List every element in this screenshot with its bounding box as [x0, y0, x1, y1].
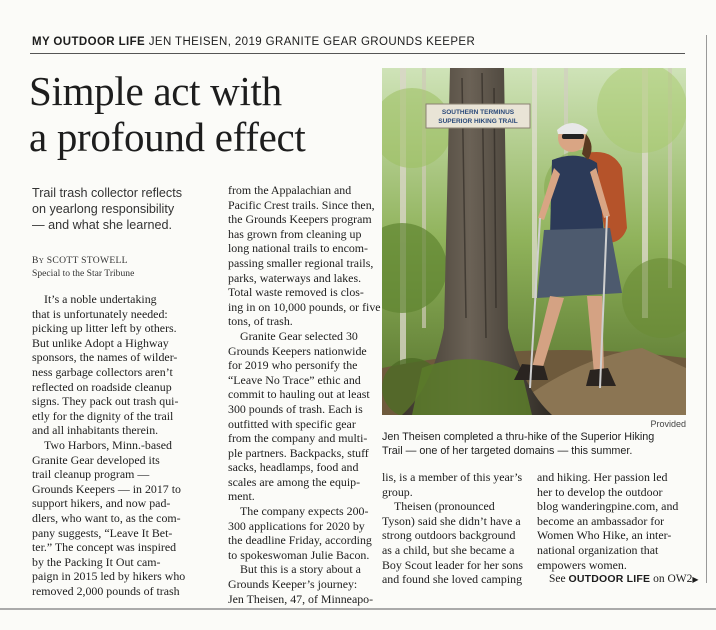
body-line: from the company and multi-	[228, 431, 368, 446]
deck-line: on yearlong responsibility	[32, 202, 175, 216]
body-line: Granite Gear selected 30	[240, 328, 358, 343]
body-line: pany suggests, “Leave It Bet-	[32, 525, 173, 540]
body-line: reflected on roadside cleanup	[32, 379, 172, 394]
body-line: Total waste removed is clos-	[228, 285, 364, 300]
body-line: become an ambassador for	[537, 513, 665, 528]
body-line: ing in on 10,000 pounds, or five	[228, 299, 381, 314]
section-label: MY OUTDOOR LIFE	[32, 36, 146, 48]
deck-line: — and what she learned.	[32, 218, 173, 232]
body-line: blog wanderingpine.com, and	[537, 499, 679, 514]
body-line: But unlike Adopt a Highway	[32, 335, 169, 350]
body-line: etly for the dignity of the trail	[32, 408, 174, 423]
body-line: lis, is a member of this year’s	[382, 470, 523, 484]
body-line: 300 applications for 2020 by	[228, 518, 365, 533]
jump-page: on OW2	[653, 573, 693, 586]
body-line: ment.	[228, 489, 255, 504]
sign-line-2: SUPERIOR HIKING TRAIL	[438, 118, 518, 125]
body-line: sacks, headlamps, food and	[228, 460, 359, 475]
author-line: JEN THEISEN, 2019 GRANITE GEAR GROUNDS KEEPER	[148, 36, 476, 48]
body-line: from the Appalachian and	[228, 183, 352, 197]
body-line: and found she loved camping	[382, 572, 523, 587]
caption-line: Trail — one of her targeted domains — this summer.	[382, 445, 633, 457]
body-line: Granite Gear developed its	[32, 452, 160, 467]
body-line: But this is a story about a	[240, 562, 361, 577]
body-line: Grounds Keepers nationwide	[228, 343, 367, 358]
jump-line[interactable]	[537, 572, 699, 588]
headline-line-1: Simple act with	[29, 68, 282, 114]
body-line: has grown from cleaning up	[228, 226, 362, 241]
cut-off-next-line	[26, 619, 226, 630]
body-line: empowers women.	[537, 557, 627, 572]
headline-line-2: a profound effect	[29, 114, 306, 160]
body-column-3	[382, 470, 532, 587]
body-line: signs. They pack out trash qui-	[32, 394, 179, 409]
body-line: ple partners. Backpacks, stuff	[228, 445, 369, 460]
body-column-2	[228, 183, 386, 606]
body-line: ness garbage collectors aren’t	[32, 364, 173, 379]
body-line: and all inhabitants therein.	[32, 423, 159, 438]
deck	[32, 185, 222, 233]
body-line: support hikers, and now pad-	[32, 496, 171, 511]
body-line: the deadline Friday, according	[228, 533, 372, 548]
body-line: for 2019 who personify the	[228, 358, 358, 373]
body-line: tons, of trash.	[228, 314, 293, 329]
jump-target[interactable]: OUTDOOR LIFE	[568, 573, 651, 586]
sign-line-1: SOUTHERN TERMINUS	[441, 109, 515, 116]
body-line: ter.” The concept was inspired	[32, 540, 177, 555]
body-line: Jen Theisen, 47, of Minneapo-	[228, 591, 374, 606]
body-line: by the Packing It Out cam-	[32, 554, 161, 569]
body-line: 300 pounds of trash. Each is	[228, 401, 363, 416]
body-line: the Grounds Keepers program	[228, 212, 372, 227]
body-line: group.	[382, 484, 413, 499]
body-line: It’s a noble undertaking	[44, 292, 157, 306]
trail-photo-illustration	[382, 68, 686, 415]
byline-name: By SCOTT STOWELL	[32, 255, 128, 266]
body-line: national organization that	[537, 542, 659, 557]
body-line: Theisen (pronounced	[394, 499, 495, 514]
body-line: dlers, who want to, as the com-	[32, 510, 181, 525]
kicker-rule	[30, 53, 685, 54]
section-kicker	[32, 36, 682, 48]
body-line: Women Who Hike, an inter-	[537, 528, 672, 543]
body-line: Pacific Crest trails. Since then,	[228, 197, 375, 212]
body-line: “Leave No Trace” ethic and	[228, 372, 361, 387]
body-line: Boy Scout leader for her sons	[382, 557, 524, 572]
body-line: that is unfortunately needed:	[32, 306, 168, 321]
jump-arrow-icon: ▶	[692, 575, 699, 585]
body-line: to spokeswoman Julie Bacon.	[228, 547, 370, 562]
body-line: The company expects 200-	[240, 504, 369, 519]
body-line: long national trails to encom-	[228, 241, 369, 256]
body-line: picking up litter left by others.	[32, 321, 177, 336]
body-line: paign in 2015 led by hikers who	[32, 569, 186, 584]
body-line: Grounds Keepers — in 2017 to	[32, 481, 181, 496]
body-column-1	[32, 292, 219, 598]
jump-see: See	[549, 573, 566, 586]
body-line: Tyson) said she didn’t have a	[382, 513, 521, 528]
body-line: scales are among the equip-	[228, 474, 361, 489]
body-line: commit to hauling out at least	[228, 387, 370, 402]
headline	[29, 68, 379, 160]
body-line: and hiking. Her passion led	[537, 470, 668, 484]
body-line: Grounds Keeper’s journey:	[228, 577, 358, 592]
byline	[32, 254, 222, 280]
body-line: trail cleanup program —	[32, 467, 150, 482]
trail-photo	[382, 68, 686, 415]
caption-line: Jen Theisen completed a thru-hike of the Superior Hiking	[382, 431, 655, 443]
deck-line: Trail trash collector reflects	[32, 186, 182, 200]
body-line: outfitted with specific gear	[228, 416, 356, 431]
body-line: sponsors, the names of wilder-	[32, 350, 178, 365]
body-line: strong outdoors background	[382, 528, 516, 543]
column-border	[706, 35, 707, 583]
photo-credit: Provided	[650, 419, 686, 429]
page-bottom-rule	[0, 608, 716, 610]
byline-affiliation: Special to the Star Tribune	[32, 268, 135, 279]
body-line: Two Harbors, Minn.-based	[44, 437, 172, 452]
body-column-4	[537, 470, 699, 588]
body-line: removed 2,000 pounds of trash	[32, 583, 180, 598]
photo-caption	[382, 430, 688, 458]
body-line: parks, waterways and lakes.	[228, 270, 362, 285]
body-line: her to develop the outdoor	[537, 484, 663, 499]
body-line: passing smaller regional trails,	[228, 255, 374, 270]
body-line: as a child, but she became a	[382, 542, 515, 557]
